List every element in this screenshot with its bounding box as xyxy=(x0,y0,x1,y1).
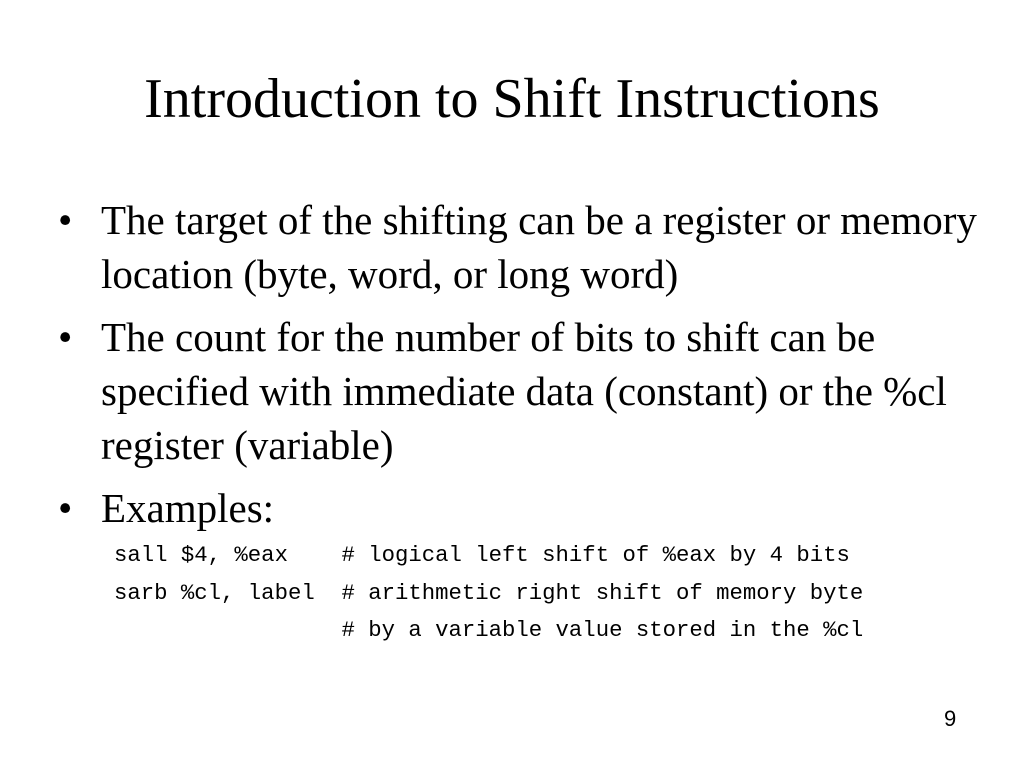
slide-title: Introduction to Shift Instructions xyxy=(144,68,880,130)
bullet-item-target xyxy=(58,193,978,301)
code-line-sall: sall $4, %eax # logical left shift of %eax by 4 bits xyxy=(114,542,850,568)
code-line-sarb: sarb %cl, label # arithmetic right shift of memory byte xyxy=(114,579,864,606)
bullet-icon: • xyxy=(58,485,73,531)
bullet-text: Examples: xyxy=(101,485,275,531)
code-line-comment: # by a variable value stored in the %cl xyxy=(114,617,864,643)
code-examples xyxy=(114,537,863,650)
bullet-list xyxy=(58,193,978,544)
bullet-icon: • xyxy=(58,314,73,360)
bullet-text: The target of the shifting can be a register or memory location (byte, word, or long word) xyxy=(101,197,977,297)
bullet-item-count xyxy=(58,310,978,472)
bullet-icon: • xyxy=(58,197,73,243)
page-number: 9 xyxy=(944,706,957,731)
bullet-text: The count for the number of bits to shift can be specified with immediate data (constant) or the %cl register (variable) xyxy=(101,314,947,468)
bullet-item-examples xyxy=(58,481,978,535)
